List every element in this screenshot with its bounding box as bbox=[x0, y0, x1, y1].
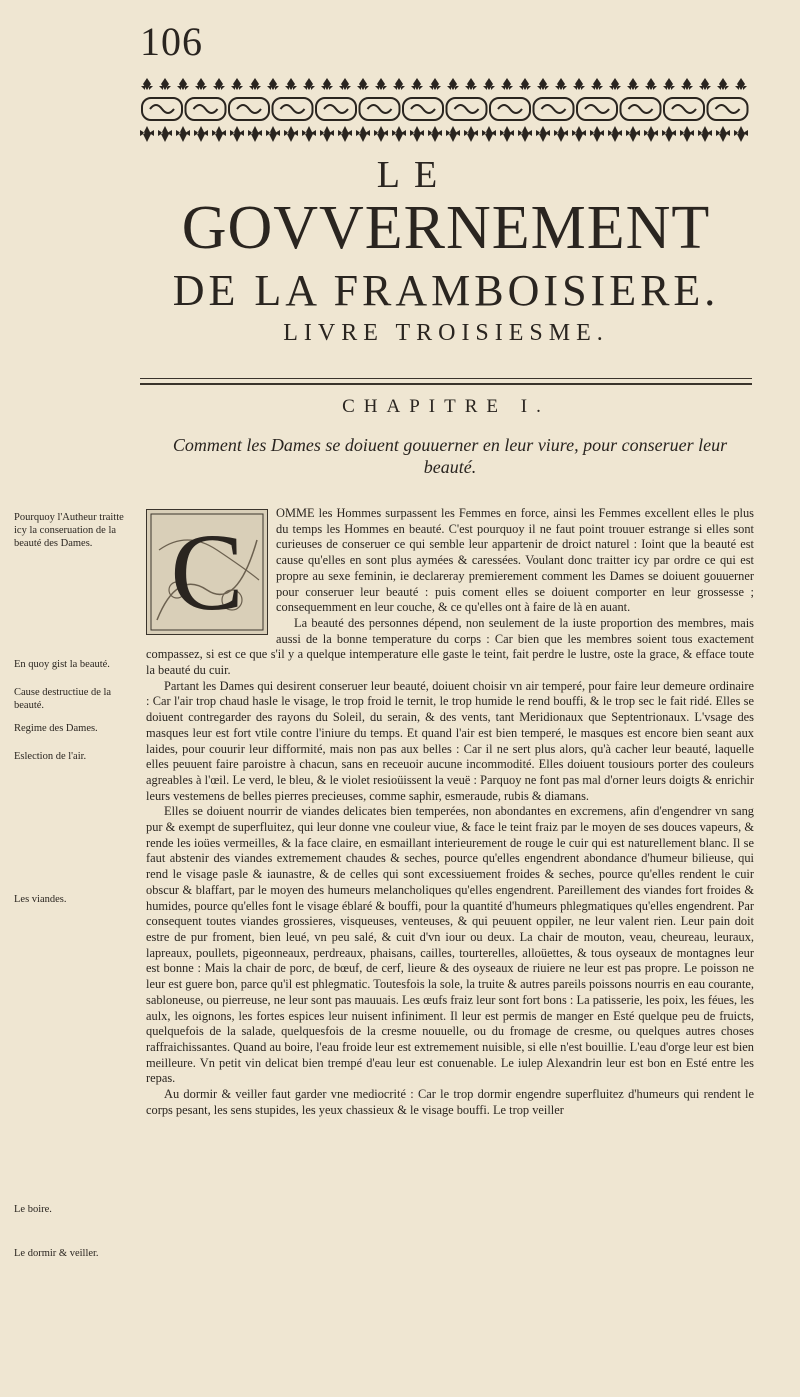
title-le: LE bbox=[376, 154, 452, 196]
margin-note: Regime des Dames. bbox=[14, 723, 98, 734]
title-main: GOVVERNEMENT bbox=[181, 194, 711, 262]
margin-note: Pourquoy l'Autheur traitte icy la conseruation de la beauté des Dames. bbox=[14, 512, 124, 549]
fleuron-ornament-icon bbox=[138, 74, 750, 146]
margin-note: En quoy gist la beauté. bbox=[14, 659, 110, 670]
paragraph: Partant les Dames qui desirent conseruer leur beauté, doiuent choisir vn air temperé, pour faire leur demeure ordinaire : Car l'air trop chaud hasle le visage, le trop froid le ternit, le trop humide le rend bouffi, & le trop sec le fait ridé. Elles se doiuent contregarder des rayons du Soleil, du serain, & des vents, tant Meridionaux que Septentrionaux. L'vsage des masques leur est fort vtile contre l'iniure du temps. Et quand l'air est bien temperé, le masques est encore bien seant aux laides, pour couurir leur difformité, mais non pas aux belles : Car il ne sert plus alors, qu'à cacher leur beauté, laquelle elles peuuent faire paroistre à chacun, sans en receuoir aucune incommodité. Elles doiuent tousiours porter des couleurs agreables à l'œil. Le verd, le bleu, & le violet resioüissent la veuë : Parquoy ne font pas mal d'orner leurs doigts & enrichir leurs vestemens de belles pierres precieuses, comme saphir, esmeraude, rubis & diamans. bbox=[146, 678, 754, 803]
page-number: 106 bbox=[140, 19, 203, 64]
paragraph: Elles se doiuent nourrir de viandes delicates bien temperées, non abondantes en excremens, afin d'engendrer vn sang pur & exempt de superfluitez, qui leur donne vne couleur viue, & face le teint fraiz par le moyen de ses douces vapeurs, & rende les ioües vermeilles, & la face claire, en esmaillant interieurement de rouge le cuir qui est naturellement blanc. Il se faut abstenir des viandes extremement chaudes & seches, pource qu'elles engendrent abondance d'humeur bilieuse, qui rend le visage pasle & iaunastre, & de celles qui sont excessiuement froides & seches, pource qu'elles rendent le cuir obscur & blaffart, par le moyen des humeurs melancholiques qu'elles engendrent. Pareillement des viandes fort froides & humides, pource qu'elles font le visage éblaré & bouffi, pour la quantité d'humeurs phlegmatiques qu'elles engendrent. Par consequent toutes viandes grossieres, visqueuses, venteuses, & qui peuuent oppiler, ne leur valent rien. Leur pain doit estre de pur froment, bien leué, vn peu salé, & cuit d'vn iour ou deux. La chair de mouton, veau, cheureau, leuraux, lapreaux, poullets, pigeonneaux, perdreaux, phaisans, cailles, tourterelles, alloüettes, & tous oyseaux de montagnes leur est bonne : Mais la chair de porc, de bœuf, de cerf, lieure & des oyseaux de riuiere ne leur est pas propre. Le poisson ne leur est guere bon, parce qu'il est phlegmatic. Toutesfois la sole, la truite & autres pareils poissons nourris en eau courante, sabloneuse, ou pierreuse, ne leur sont pas mauuais. Les œufs fraiz leur sont fort bons : La patisserie, les poix, les féues, les aulx, les oignons, les fortes espices leur nuisent infiniment. Il leur est permis de manger en Esté quelque peu de fruicts, quelquefois de la salade, quelquesfois de la cresme nouuelle, ou du fromage de cresme, ou quelques autres choses raffraichissantes. Quand au boire, l'eau froide leur est extremement nuisible, si elle n'est bouillie. L'eau d'orge leur est bien meilleure. Vn petit vin delicat bien trempé d'eau leur est conuenable. Le iulep Alexandrin leur est bon en Esté entre les repas. bbox=[146, 804, 754, 1086]
paragraph: La beauté des personnes dépend, non seulement de la iuste proportion des membres, mais aussi de la bonne temperature du corps : Car bien que les membres soient tous exactement compassez, si est ce que s'il y a quelque intemperature elle gaste le teint, fait perdre le lustre, oste la grace, & efface toute la beauté du cuir. bbox=[146, 615, 754, 678]
chapter-heading: Comment les Dames se doiuent gouuerner en leur viure, pour conseruer leur beauté. bbox=[172, 435, 728, 477]
margin-note: Eslection de l'air. bbox=[14, 751, 87, 762]
margin-note: Le dormir & veiller. bbox=[14, 1248, 99, 1259]
margin-note: Cause destructiue de la beauté. bbox=[14, 687, 112, 711]
drop-cap-letter: C bbox=[170, 511, 244, 633]
chapter-label: CHAPITRE I. bbox=[342, 396, 550, 417]
margin-note: Le boire. bbox=[14, 1204, 52, 1215]
margin-note: Les viandes. bbox=[14, 894, 67, 905]
divider-rule bbox=[140, 378, 752, 385]
drop-cap-illustration bbox=[146, 509, 268, 635]
paragraph: Au dormir & veiller faut garder vne mediocrité : Car le trop dormir engendre superfluitez d'humeurs qui rendent le corps pesant, les sens stupides, les yeux chassieux & le visage bouffi. Le trop veiller bbox=[146, 1087, 754, 1117]
paragraph: OMME les Hommes surpassent les Femmes en force, ainsi les Femmes excellent elles le plus du temps les Hommes en beauté. C'est pourquoy il ne faut point trouuer estrange si elles sont curieuses de conseruer ce qui semble leur appartenir de droict naturel : Ioint que la beauté est cause qu'elles en sont plus aymées & caressées. Voulant donc traitter icy par ordre ce qui est propre au sexe feminin, ie declareray premierement comment les Dames se doiuent gouuerner pour conseruer leur beauté : puis coment elles se doiuent comporter en leur grossesse ; consequemment en leur couche, & ce qu'elles ont à faire de là en auant. bbox=[276, 506, 754, 615]
ornamental-band bbox=[138, 74, 750, 146]
title-sub: DE LA FRAMBOISIERE. bbox=[172, 266, 720, 315]
body-text bbox=[146, 506, 754, 1118]
title-book: LIVRE TROISIESME. bbox=[283, 320, 609, 346]
